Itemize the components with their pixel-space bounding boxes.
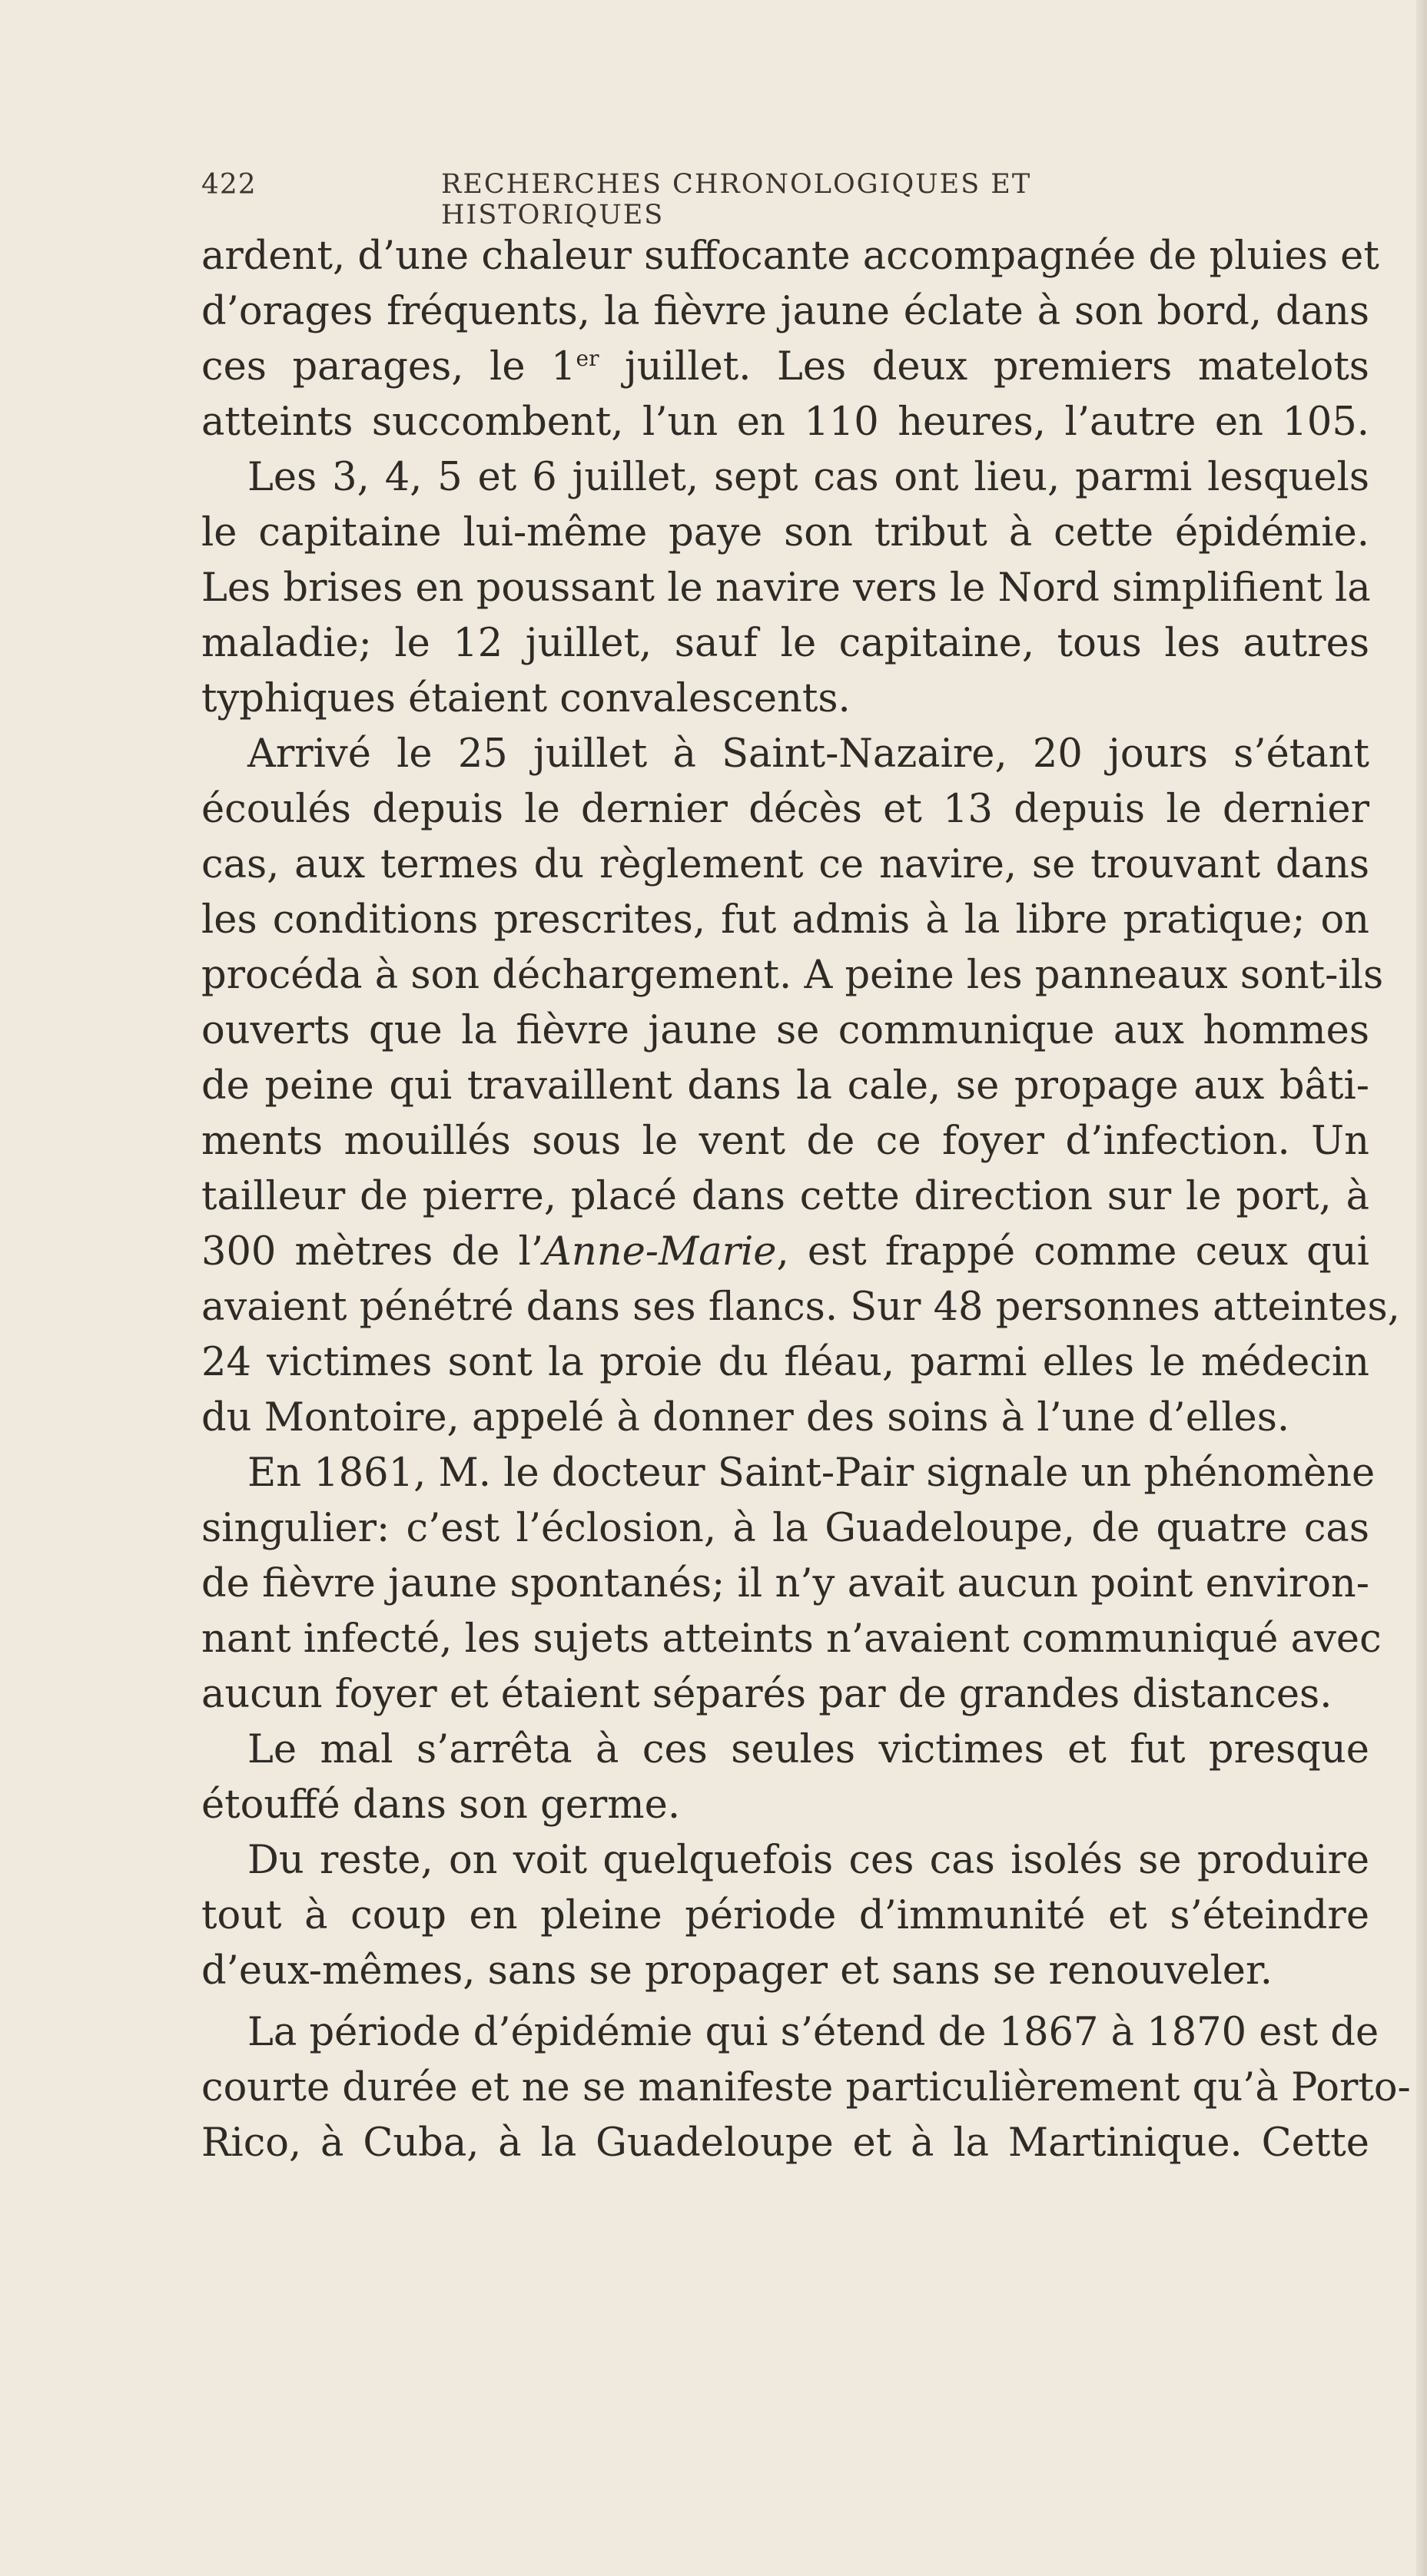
ship-name-italic: Anne-Marie [543, 1229, 777, 1275]
text-fragment: 300 mètres de l’ [201, 1229, 544, 1275]
text-line: aucun foyer et étaient séparés par de grandes distances. [201, 1672, 1332, 1717]
text-line: maladie; le 12 juillet, sauf le capitaine, tous les autres [201, 621, 1369, 666]
text-line: Les brises en poussant le navire vers le Nord simplifient la [201, 565, 1371, 611]
paragraph-start-line: Les 3, 4, 5 et 6 juillet, sept cas ont lieu, parmi lesquels [247, 455, 1369, 500]
running-head [201, 169, 1208, 230]
paragraph-start-line: La période d’épidémie qui s’étend de 1867 à 1870 est de [247, 2010, 1379, 2055]
paragraph-end-line: du Montoire, appelé à donner des soins à l’une d’elles. [201, 1395, 1290, 1441]
text-line [201, 340, 1369, 395]
text-line: atteints succombent, l’un en 110 heures, l’autre en 105. [201, 399, 1369, 445]
text-fragment: juillet. Les deux premiers matelots [599, 344, 1369, 390]
text-line: courte durée et ne se manifeste particulièrement qu’à Porto- [201, 2065, 1411, 2110]
paragraph-end-line: d’eux-mêmes, sans se propager et sans se renouveler. [201, 1948, 1273, 1994]
text-fragment: ces parages, le [201, 344, 552, 390]
text-line: les conditions prescrites, fut admis à la libre pratique; on [201, 897, 1369, 943]
text-line: singulier: c’est l’éclosion, à la Guadeloupe, de quatre cas [201, 1506, 1369, 1551]
text-line: de peine qui travaillent dans la cale, se propage aux bâti- [201, 1063, 1369, 1109]
ordinal-number: 1 [551, 344, 576, 390]
text-line: procéda à son déchargement. A peine les panneaux sont-ils [201, 953, 1384, 998]
text-line: écoulés depuis le dernier décès et 13 depuis le dernier [201, 787, 1369, 832]
text-line: cas, aux termes du règlement ce navire, se trouvant dans [201, 842, 1369, 887]
paragraph-start-line: Le mal s’arrêta à ces seules victimes et fut presque [247, 1727, 1369, 1772]
page-number: 422 [201, 169, 257, 201]
running-title: RECHERCHES CHRONOLOGIQUES ET HISTORIQUES [441, 169, 1032, 230]
paragraph-end-line: typhiques étaient convalescents. [201, 676, 851, 721]
text-line: ardent, d’une chaleur suffocante accompagnée de pluies et [201, 234, 1379, 279]
paragraph-end-line: étouffé dans son germe. [201, 1782, 681, 1828]
text-line: ouverts que la fièvre jaune se communique aux hommes [201, 1008, 1369, 1053]
text-line: 24 victimes sont la proie du fléau, parmi elles le médecin [201, 1340, 1369, 1385]
text-line: ments mouillés sous le vent de ce foyer d’infection. Un [201, 1119, 1369, 1164]
text-line: avaient pénétré dans ses flancs. Sur 48 personnes atteintes, [201, 1285, 1400, 1330]
text-line: tout à coup en pleine période d’immunité et s’éteindre [201, 1893, 1369, 1938]
text-line: d’orages fréquents, la fièvre jaune éclate à son bord, dans [201, 289, 1369, 334]
page-edge [1416, 0, 1427, 2576]
text-line: Rico, à Cuba, à la Guadeloupe et à la Martinique. Cette [201, 2120, 1369, 2166]
ordinal-superscript: er [576, 346, 599, 371]
text-line: le capitaine lui-même paye son tribut à cette épidémie. [201, 510, 1369, 555]
text-line: nant infecté, les sujets atteints n’avaient communiqué avec [201, 1616, 1382, 1662]
text-line: de fièvre jaune spontanés; il n’y avait aucun point environ- [201, 1561, 1369, 1606]
paragraph-start-line: Du reste, on voit quelquefois ces cas isolés se produire [247, 1838, 1369, 1883]
paragraph-start-line: En 1861, M. le docteur Saint-Pair signale un phénomène [247, 1450, 1376, 1496]
body-text [201, 229, 1411, 2171]
text-line: tailleur de pierre, placé dans cette direction sur le port, à [201, 1174, 1369, 1219]
text-fragment: , est frappé comme ceux qui [776, 1229, 1369, 1275]
text-line [201, 1225, 1369, 1280]
paragraph-start-line: Arrivé le 25 juillet à Saint-Nazaire, 20 jours s’étant [247, 731, 1369, 777]
